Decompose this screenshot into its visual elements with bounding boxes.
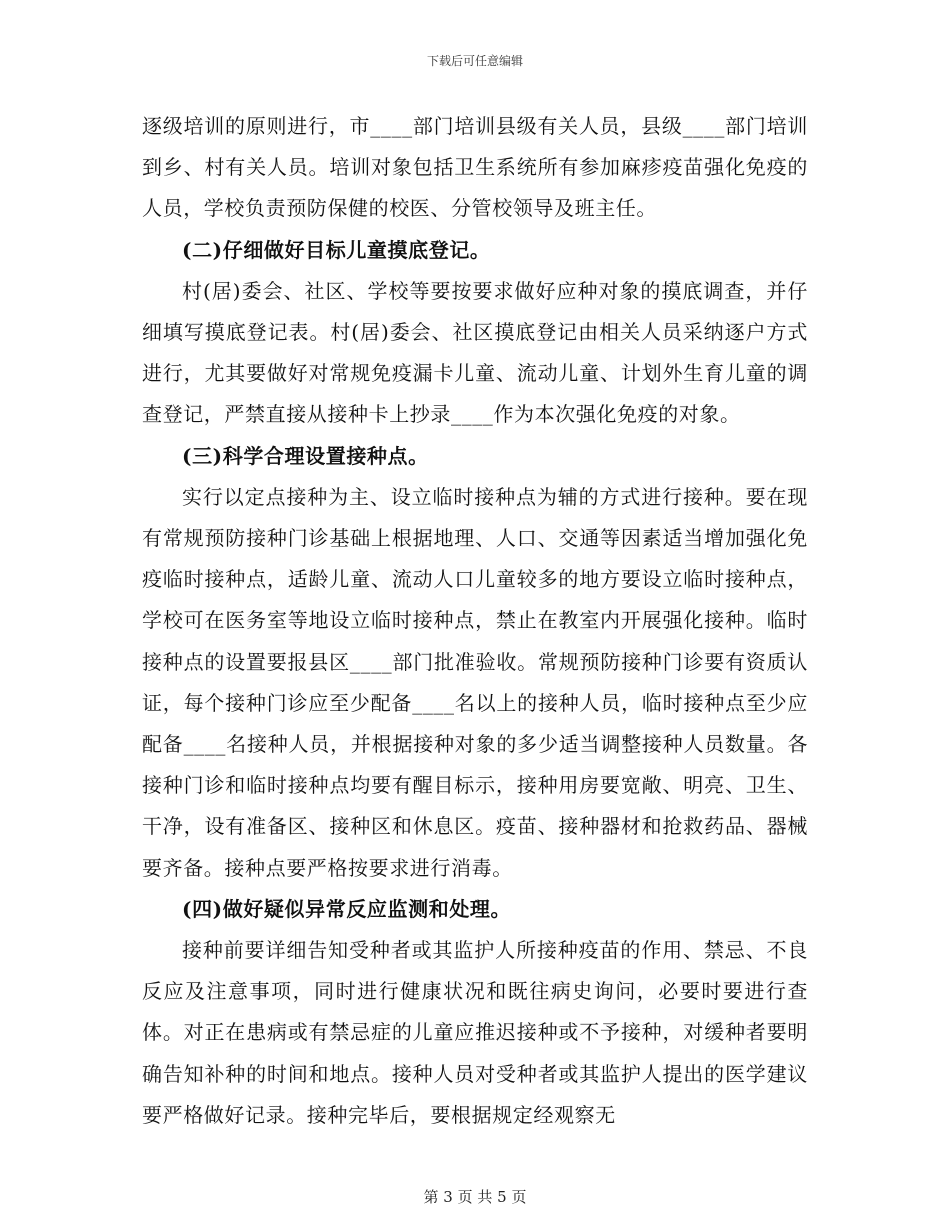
page-number: 第 3 页 共 5 页 (423, 1188, 527, 1206)
body-paragraph: 逐级培训的原则进行，市____部门培训县级有关人员，县级____部门培训到乡、村有关人员。培训对象包括卫生系统所有参加麻疹疫苗强化免疫的人员，学校负责预防保健的校医、分管校领导及班主任。 (142, 114, 808, 221)
body-paragraph: 接种前要详细告知受种者或其监护人所接种疫苗的作用、禁忌、不良反应及注意事项，同时进行健康状况和既往病史询问，必要时要进行查体。对正在患病或有禁忌症的儿童应推迟接种或不予接种，对缓种者要明确告知补种的时间和地点。接种人员对受种者或其监护人提出的医学建议要严格做好记录。接种完毕后，要根据规定经观察无 (142, 938, 808, 1127)
body-paragraph: 实行以定点接种为主、设立临时接种点为辅的方式进行接种。要在现有常规预防接种门诊基础上根据地理、人口、交通等因素适当增加强化免疫临时接种点，适龄儿童、流动人口儿童较多的地方要设立临时接种点，学校可在医务室等地设立临时接种点，禁止在教室内开展强化接种。临时接种点的设置要报县区____部门批准验收。常规预防接种门诊要有资质认证，每个接种门诊应至少配备____名以上的接种人员，临时接种点至少应配备____名接种人员，并根据接种对象的多少适当调整接种人员数量。各接种门诊和临时接种点均要有醒目标示，接种用房要宽敞、明亮、卫生、干净，设有准备区、接种区和休息区。疫苗、接种器材和抢救药品、器械要齐备。接种点要严格按要求进行消毒。 (142, 484, 808, 880)
section-heading: (二)仔细做好目标儿童摸底登记。 (182, 237, 491, 262)
section-heading: (四)做好疑似异常反应监测和处理。 (182, 896, 512, 921)
section-heading: (三)科学合理设置接种点。 (182, 443, 429, 468)
document-body (142, 106, 808, 1136)
body-paragraph: 村(居)委会、社区、学校等要按要求做好应种对象的摸底调查，并仔细填写摸底登记表。村(居)委会、社区摸底登记由相关人员采纳逐户方式进行，尤其要做好对常规免疫漏卡儿童、流动儿童、计划外生育儿童的调查登记，严禁直接从接种卡上抄录____作为本次强化免疫的对象。 (142, 278, 808, 427)
page-header-note: 下载后可任意编辑 (426, 54, 523, 68)
